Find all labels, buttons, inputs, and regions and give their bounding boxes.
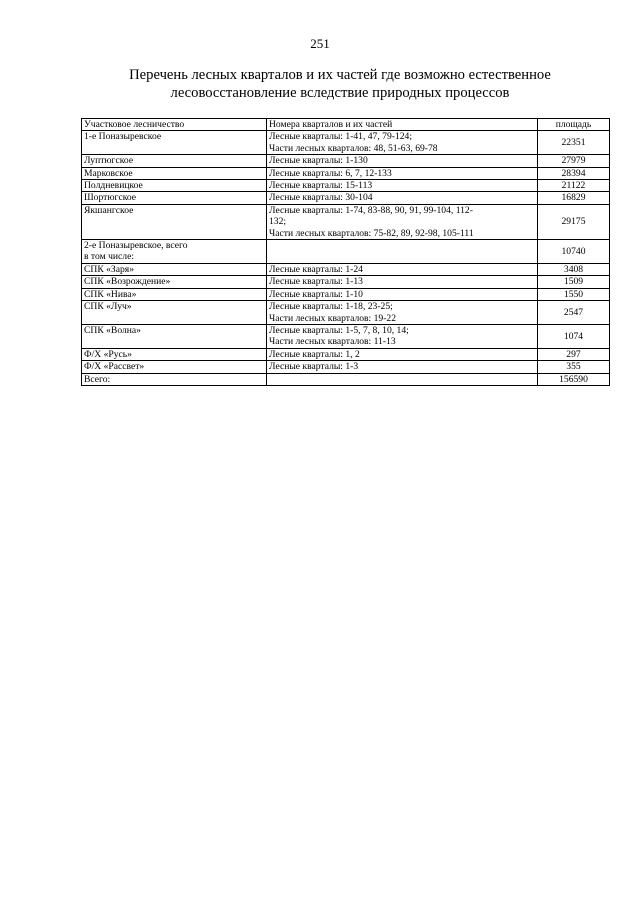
cell-area: 22351 [538, 131, 610, 155]
cell-area: 1550 [538, 288, 610, 300]
table-row [82, 204, 610, 239]
table-row [82, 180, 610, 192]
table-row [82, 348, 610, 360]
cell-forestry [82, 240, 267, 264]
cell-area: 1509 [538, 276, 610, 288]
cell-text: Всего: [84, 373, 111, 385]
cell-quarters [267, 155, 538, 167]
cell-text: СПК «Возрождение» [84, 276, 171, 288]
cell-text: Лесные кварталы: 1-18, 23-25; [269, 301, 393, 313]
cell-area: 3408 [538, 263, 610, 275]
cell-quarters [267, 204, 538, 239]
cell-text: 1-е Поназыревское [84, 131, 162, 143]
cell-text: Шортюгское [84, 192, 137, 204]
cell-forestry [82, 131, 267, 155]
cell-text: Якшангское [84, 204, 134, 216]
page-number: 251 [310, 36, 330, 51]
document-title [60, 66, 620, 102]
cell-forestry [82, 301, 267, 325]
cell-quarters [267, 288, 538, 300]
cell-quarters [267, 324, 538, 348]
cell-area: 2547 [538, 301, 610, 325]
cell-area: 297 [538, 348, 610, 360]
cell-text: Лесные кварталы: 1-3 [269, 361, 359, 373]
cell-quarters [267, 373, 538, 385]
cell-quarters [267, 167, 538, 179]
cell-forestry [82, 288, 267, 300]
cell-text: Луптюгское [84, 155, 134, 167]
cell-quarters [267, 131, 538, 155]
table-row [82, 192, 610, 204]
table-row [82, 301, 610, 325]
cell-quarters [267, 192, 538, 204]
cell-area: 156590 [538, 373, 610, 385]
cell-quarters [267, 240, 538, 264]
cell-text: Лесные кварталы: 30-104 [269, 192, 373, 204]
cell-area: 28394 [538, 167, 610, 179]
cell-text: Лесные кварталы: 1-24 [269, 263, 363, 275]
document-title-line-2: лесовосстановление вследствие природных процессов [170, 85, 510, 101]
table-row [82, 373, 610, 385]
cell-text: Части лесных кварталов: 75-82, 89, 92-98, 105-111 [269, 227, 474, 239]
table-row [82, 167, 610, 179]
cell-area: 21122 [538, 180, 610, 192]
cell-text: Лесные кварталы: 15-113 [269, 180, 373, 192]
cell-forestry [82, 155, 267, 167]
table-row [82, 131, 610, 155]
header-quarters: Номера кварталов и их частей [267, 119, 538, 131]
cell-text: Лесные кварталы: 1-5, 7, 8, 10, 14; [269, 324, 409, 336]
cell-text: Части лесных кварталов: 11-13 [269, 336, 396, 348]
table-row [82, 240, 610, 264]
table-row [82, 155, 610, 167]
cell-text: 132; [269, 216, 287, 228]
cell-quarters [267, 276, 538, 288]
cell-text: Лесные кварталы: 1, 2 [269, 348, 360, 360]
document-title-line-1: Перечень лесных кварталов и их частей где возможно естественное [129, 67, 551, 83]
cell-text: Ф/Х «Рассвет» [84, 361, 145, 373]
cell-forestry [82, 180, 267, 192]
cell-area: 10740 [538, 240, 610, 264]
table-row [82, 361, 610, 373]
cell-area: 29175 [538, 204, 610, 239]
cell-text: СПК «Нива» [84, 288, 137, 300]
cell-forestry [82, 361, 267, 373]
cell-text: СПК «Заря» [84, 263, 134, 275]
cell-area: 16829 [538, 192, 610, 204]
cell-forestry [82, 263, 267, 275]
cell-text: в том числе: [84, 251, 135, 263]
cell-forestry [82, 348, 267, 360]
forest-quarters-table [81, 118, 610, 386]
cell-quarters [267, 348, 538, 360]
table-body [82, 131, 610, 386]
cell-forestry [82, 167, 267, 179]
cell-forestry [82, 324, 267, 348]
table-row [82, 324, 610, 348]
cell-text: 2-е Поназыревское, всего [84, 240, 188, 252]
cell-forestry [82, 192, 267, 204]
cell-text: Ф/Х «Русь» [84, 348, 132, 360]
header-area: площадь [538, 119, 610, 131]
table-row [82, 276, 610, 288]
cell-text: СПК «Волна» [84, 324, 141, 336]
cell-text: Полдневицкое [84, 180, 143, 192]
cell-area: 355 [538, 361, 610, 373]
cell-area: 1074 [538, 324, 610, 348]
cell-area: 27979 [538, 155, 610, 167]
cell-text: Лесные кварталы: 6, 7, 12-133 [269, 167, 392, 179]
cell-quarters [267, 301, 538, 325]
cell-text: Лесные кварталы: 1-10 [269, 288, 363, 300]
cell-quarters [267, 263, 538, 275]
cell-forestry [82, 204, 267, 239]
cell-forestry [82, 276, 267, 288]
cell-text: Части лесных кварталов: 19-22 [269, 312, 397, 324]
cell-text: Лесные кварталы: 1-41, 47, 79-124; [269, 131, 412, 143]
table-row [82, 288, 610, 300]
cell-quarters [267, 361, 538, 373]
header-forestry: Участковое лесничество [82, 119, 267, 131]
cell-text: Лесные кварталы: 1-74, 83-88, 90, 91, 99-104, 112- [269, 204, 473, 216]
cell-text: СПК «Луч» [84, 301, 132, 313]
cell-text: Лесные кварталы: 1-130 [269, 155, 368, 167]
table-header-row [82, 119, 610, 131]
cell-text: Части лесных кварталов: 48, 51-63, 69-78 [269, 142, 438, 154]
cell-text: Лесные кварталы: 1-13 [269, 276, 363, 288]
table-row [82, 263, 610, 275]
cell-text: Марковское [84, 167, 133, 179]
cell-quarters [267, 180, 538, 192]
cell-forestry [82, 373, 267, 385]
